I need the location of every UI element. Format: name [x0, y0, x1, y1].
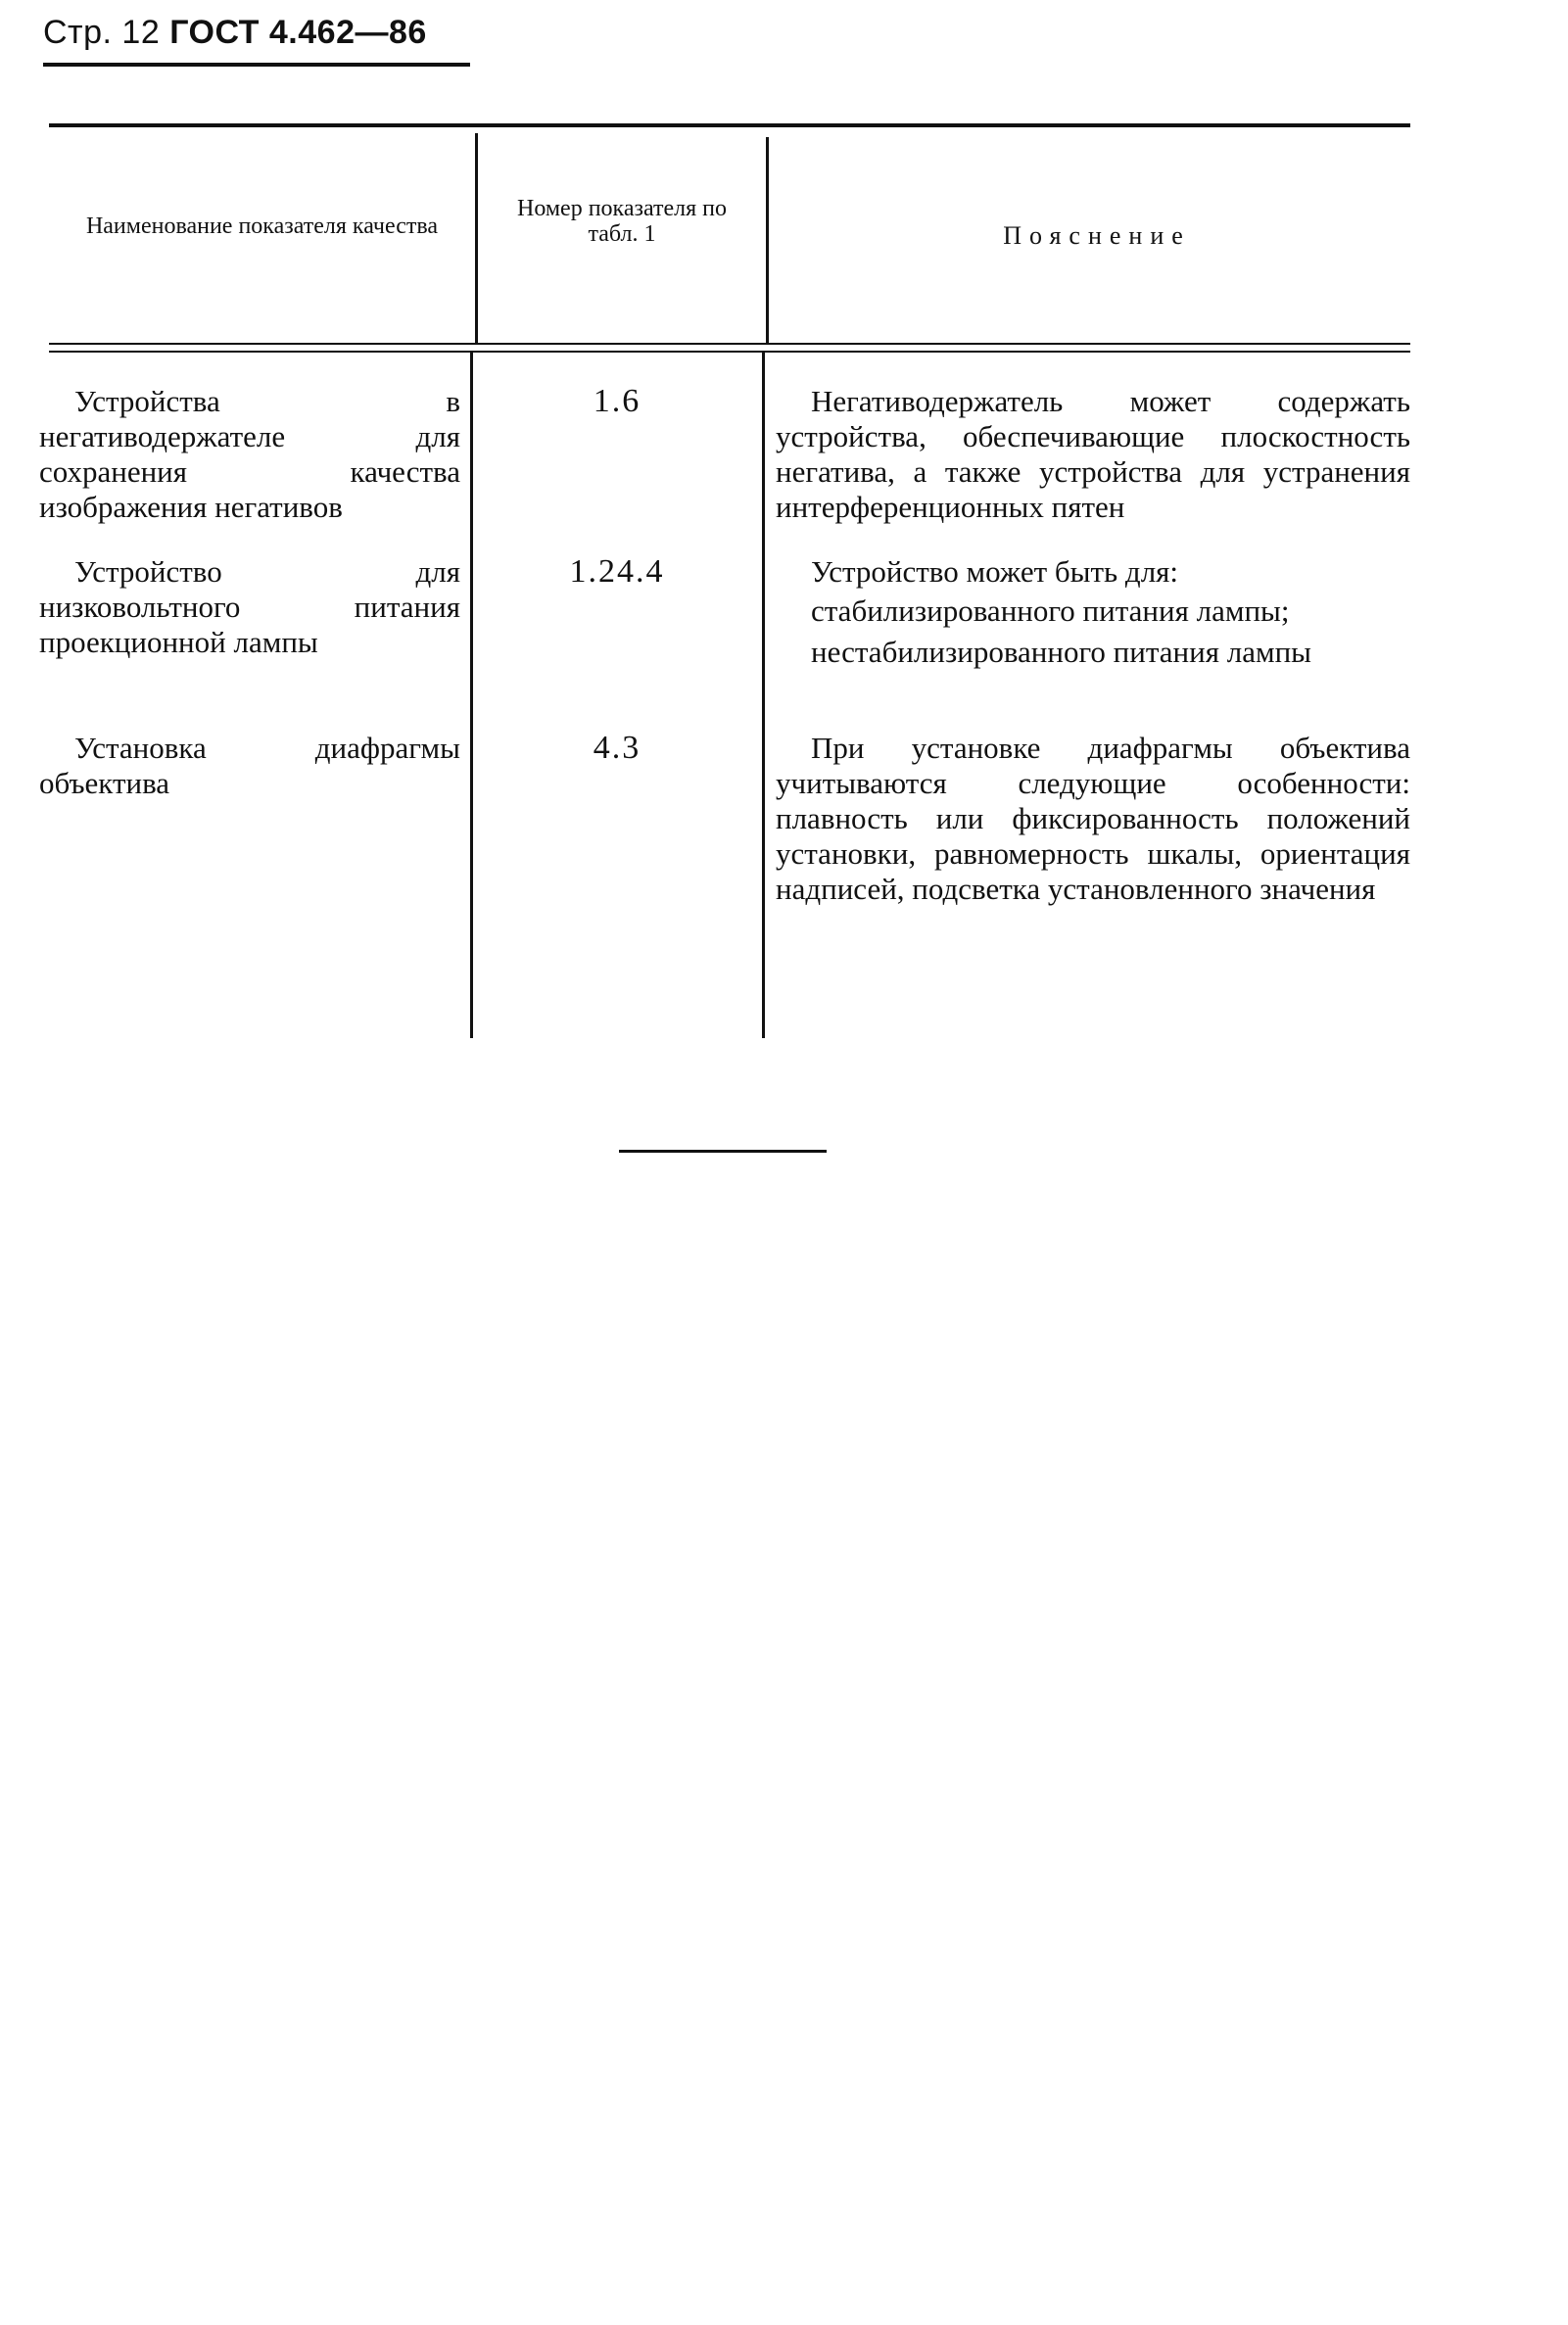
- table-row-3-number: 4.3: [593, 730, 641, 766]
- table-row-3-explanation: [776, 731, 1410, 907]
- row-2-explanation-para-1: Устройство может быть для:: [811, 554, 1179, 589]
- body-col-divider-1: [470, 353, 473, 1038]
- row-2-explanation-para-2: стабилизированного питания лампы;: [811, 593, 1290, 628]
- table-row-1-number: 1.6: [593, 383, 641, 419]
- column-header-number: Номер показателя по табл. 1: [516, 196, 728, 247]
- table-top-rule: [49, 123, 1410, 127]
- table-row-3-name: [39, 731, 460, 801]
- header-rule-upper: [49, 343, 1410, 345]
- row-3-explanation-para-1: При установке диафрагмы объектива учитываются следующие особенности: плавность или фиксированность положений установки, равномерность шкалы, ориентация надписей, подсветка установленного значения: [776, 731, 1410, 906]
- row-1-explanation-para-1: Негативодержатель может содержать устройства, обеспечивающие плоскостность негатива, а также устройства для устранения интерференционных пятен: [776, 384, 1410, 524]
- table-row-1-name: [39, 384, 460, 525]
- column-header-name: Наименование показателя качества: [85, 214, 439, 239]
- header-rule-lower: [49, 351, 1410, 353]
- column-header-explanation: Пояснение: [1003, 221, 1191, 250]
- row-2-name-text: Устройство для низковольтного питания проекционной лампы: [39, 554, 460, 659]
- table-row-2-explanation: [776, 554, 1410, 670]
- page-header: [43, 14, 427, 52]
- header-col-divider-1: [475, 133, 478, 343]
- table-row-2-name: [39, 554, 460, 660]
- row-1-name-text: Устройства в негативодержателе для сохранения качества изображения негативов: [39, 384, 460, 524]
- end-of-page-rule: [619, 1150, 827, 1153]
- standard-title: ГОСТ 4.462—86: [169, 14, 427, 51]
- header-rule: [43, 63, 470, 67]
- header-col-divider-2: [766, 137, 769, 343]
- page-number: Стр. 12: [43, 14, 161, 51]
- row-3-name-text: Установка диафрагмы объектива: [39, 731, 460, 800]
- table-row-2-number: 1.24.4: [569, 553, 665, 590]
- row-2-explanation-para-3: нестабилизированного питания лампы: [811, 635, 1312, 669]
- body-col-divider-2: [762, 353, 765, 1038]
- table-row-1-explanation: [776, 384, 1410, 525]
